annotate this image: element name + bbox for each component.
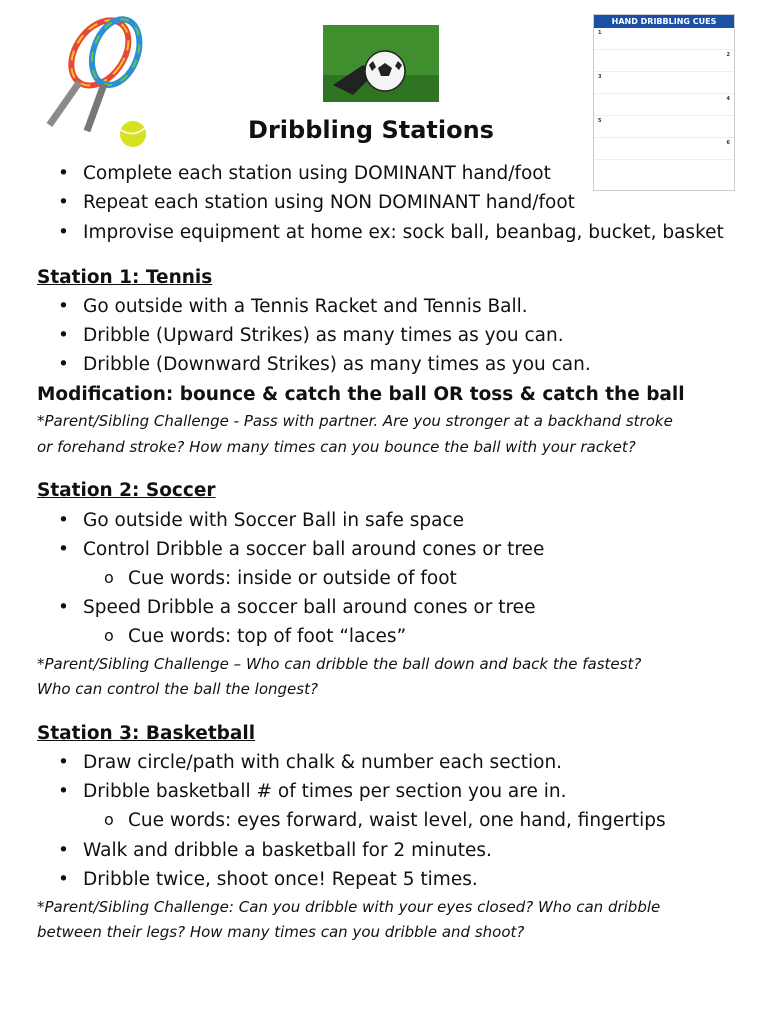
list-item-text: Dribble (Downward Strikes) as many times as you can. (83, 354, 591, 375)
station1-heading: Station 1: Tennis (37, 267, 213, 288)
station3-challenge-line: between their legs? How many times can you dribble and shoot? (37, 923, 525, 941)
poster-number: 3 (598, 74, 602, 80)
bullet-icon: • (58, 325, 69, 346)
sub-list-item-text: Cue words: eyes forward, waist level, one hand, fingertips (128, 810, 666, 831)
station2-heading: Station 2: Soccer (37, 480, 216, 501)
poster-number: 4 (726, 96, 730, 102)
poster-heading: HAND DRIBBLING CUES (594, 15, 734, 28)
list-item-text: Dribble (Upward Strikes) as many times as you can. (83, 325, 564, 346)
list-item-text: Walk and dribble a basketball for 2 minutes. (83, 840, 492, 861)
station2-challenge-line: *Parent/Sibling Challenge – Who can dribble the ball down and back the fastest? (37, 655, 642, 673)
bullet-icon: • (58, 192, 69, 213)
poster-number: 6 (726, 140, 730, 146)
station3-heading: Station 3: Basketball (37, 723, 256, 744)
poster-cue-row (594, 28, 734, 50)
list-item-text: Dribble basketball # of times per section you are in. (83, 781, 567, 802)
bullet-icon: • (58, 163, 69, 184)
poster-cue-row (594, 72, 734, 94)
list-item-text: Control Dribble a soccer ball around cones or tree (83, 539, 545, 560)
list-item-text: Complete each station using DOMINANT hand/foot (83, 163, 551, 184)
bullet-icon: • (58, 296, 69, 317)
poster-number: 5 (598, 118, 602, 124)
list-item-text: Go outside with Soccer Ball in safe space (83, 510, 464, 531)
station3-challenge-line: *Parent/Sibling Challenge: Can you dribble with your eyes closed? Who can dribble (37, 898, 661, 916)
sub-list-item-text: Cue words: top of foot “laces” (128, 626, 407, 647)
soccer-ball-image (323, 25, 439, 102)
list-item-text: Go outside with a Tennis Racket and Tennis Ball. (83, 296, 528, 317)
station1-challenge-line: or forehand stroke? How many times can you bounce the ball with your racket? (37, 438, 636, 456)
list-item-text: Improvise equipment at home ex: sock ball, beanbag, bucket, basket (83, 222, 724, 243)
list-item-text: Speed Dribble a soccer ball around cones or tree (83, 597, 536, 618)
bullet-icon: • (58, 354, 69, 375)
sub-bullet-icon: o (104, 810, 114, 829)
poster-number: 2 (726, 52, 730, 58)
bullet-icon: • (58, 869, 69, 890)
bullet-icon: • (58, 539, 69, 560)
sub-bullet-icon: o (104, 568, 114, 587)
station1-challenge-line: *Parent/Sibling Challenge - Pass with partner. Are you stronger at a backhand stroke (37, 412, 673, 430)
dribbling-cues-poster (593, 14, 735, 191)
bullet-icon: • (58, 597, 69, 618)
list-item-text: Dribble twice, shoot once! Repeat 5 times. (83, 869, 478, 890)
bullet-icon: • (58, 781, 69, 802)
station2-challenge-line: Who can control the ball the longest? (37, 680, 318, 698)
bullet-icon: • (58, 510, 69, 531)
poster-cue-row (594, 94, 734, 116)
list-item-text: Repeat each station using NON DOMINANT hand/foot (83, 192, 575, 213)
poster-number: 1 (598, 30, 602, 36)
page-title: Dribbling Stations (248, 116, 494, 144)
list-item-text: Draw circle/path with chalk & number each section. (83, 752, 563, 773)
station1-modification: Modification: bounce & catch the ball OR toss & catch the ball (37, 384, 685, 405)
bullet-icon: • (58, 222, 69, 243)
bullet-icon: • (58, 752, 69, 773)
sub-bullet-icon: o (104, 626, 114, 645)
poster-cue-row (594, 50, 734, 72)
bullet-icon: • (58, 840, 69, 861)
sub-list-item-text: Cue words: inside or outside of foot (128, 568, 457, 589)
